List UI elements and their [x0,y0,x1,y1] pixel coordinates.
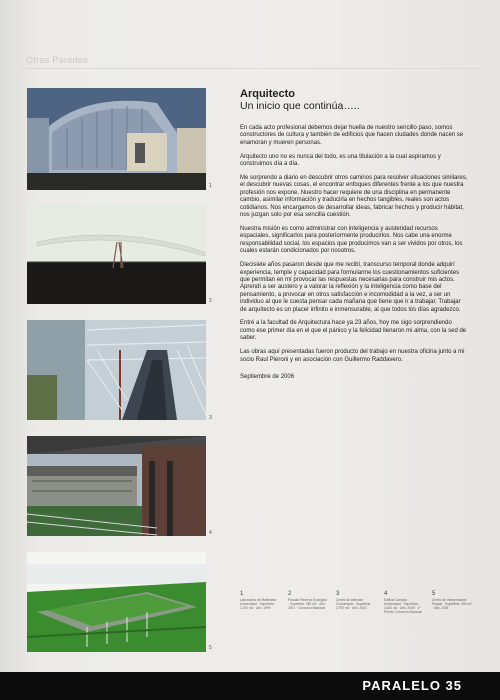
photo-2 [27,204,206,304]
covered-gallery-photo [27,436,206,536]
credit-number: 4 [384,591,388,597]
header-divider [22,68,482,69]
section-tag: Otras Paredes [26,55,88,65]
article-subtitle: Un inicio que continúa….. [240,100,360,112]
photo-number-1: 1 [209,183,212,189]
canopy-rendering-photo [27,204,206,304]
photo-number-4: 4 [209,530,212,536]
credit-text: Centro de Interpretación Parque · Superficie: 900 m2 · Año: 2006 [432,598,472,610]
credit-number: 2 [288,591,292,597]
photo-number-5: 5 [209,645,212,651]
magazine-brand: PARALELO 35 [362,678,462,693]
photo-number-3: 3 [209,415,212,421]
credit-item [432,592,472,614]
article-body [240,88,468,388]
credit-item [336,592,376,614]
credit-text: Laboratorio de Materiales · Universidad · Superficie: 1.150 m2 · Año: 1999 [240,598,279,610]
credit-number: 3 [336,591,340,597]
credit-number: 1 [240,591,244,597]
paragraph: Diecisiete años pasaron desde que me recibí, transcurso temporal donde adquirí experiencia, temple y capacidad para formularme los cuestionamientos suficientes que permitan en mí provocar las respuestas necesarias para construir mis actos. Aprendí a ser austero y a valorar la reflexión y la inteligencia como base del pensamiento, a provocar en otros satisfacción e incomodidad a la vez, a ser un individuo al que le cuesta pensar cada mañana que tiene que ir a trabajar. Trabajar de arquitecto es un placer infinito e inmensurable, al que todos los días agradezco. [240,262,461,313]
paragraph: Me sorprendo a diario en descubrir otros caminos para resolver situaciones similares, el descubrir nuevas cosas, el encontrar enfoques diferentes frente a los que nuestra profesión nos expone. Nuestro hacer requiere de una disciplina en permanente cambio, asimilar información y traducirla en hechos tangibles, reales son actos cotidianos. Nos encargamos de desarrollar ideas, fabricar hechos y producir hábitat, nos juzgan solo por esa sencilla cuestión. [240,175,468,219]
credit-item [240,592,280,614]
paragraph: Las obras aquí presentadas fueron producto del trabajo en nuestra oficina junto a mi socio Raul Pieroni y en asociación con Guillermo Raddavero. [240,349,465,363]
curved-roof-building-photo [27,88,206,190]
credit-text: Centro de Atención Comunitaria · Superficie: 2.700 m2 · Año: 2003 [336,598,372,610]
green-roof-rendering-photo [27,552,206,652]
credit-item [384,592,424,614]
paragraph: Entré a la facultad de Arquitectura hace ya 23 años, hoy me sigo sorprendiendo como ese primer día en el que el pánico y la felicidad llenaron mi alma, con la sed de saber. [240,320,467,342]
credit-text: Parador Reserva Ecológica · Superficie: 280 m2 · Año: 2001 · Concurso Nacional [288,598,327,610]
photo-1 [27,88,206,190]
credit-number: 5 [432,591,436,597]
glass-walkway-photo [27,320,206,420]
photo-5 [27,552,206,652]
photo-4 [27,436,206,536]
footer-bar [0,672,500,700]
paragraph: Nuestra misión es como administrar con inteligencia y austeridad recursos espaciales, significarlos para posteriormente producirlos. Nos cabe una enorme responsabilidad social, los espacios que producimos van a ser vividos por otros, los cuales estarán condicionados por nosotros. [240,225,463,255]
credit-item [288,592,328,614]
photo-3 [27,320,206,420]
project-credits [240,592,480,614]
paragraph: En cada acto profesional debemos dejar huella de nuestro sencillo paso, somos constructores de cultura y también de edificios que hacen ciudades donde nacen se enamoran y mueren personas. [240,125,464,146]
credit-text: Edificio Campus Universidad · Superficie: 4.300 m2 · Año: 2005 · 1º Premio Concurso Nacional [384,598,422,614]
paragraph: Arquitecto uno no es nunca del todo, es una titulación a la cual aspiramos y construimos día a día. [240,153,441,168]
article-title: Arquitecto [240,88,295,100]
article-date: Septiembre de 2006 [240,373,295,380]
photo-number-2: 2 [209,298,212,304]
